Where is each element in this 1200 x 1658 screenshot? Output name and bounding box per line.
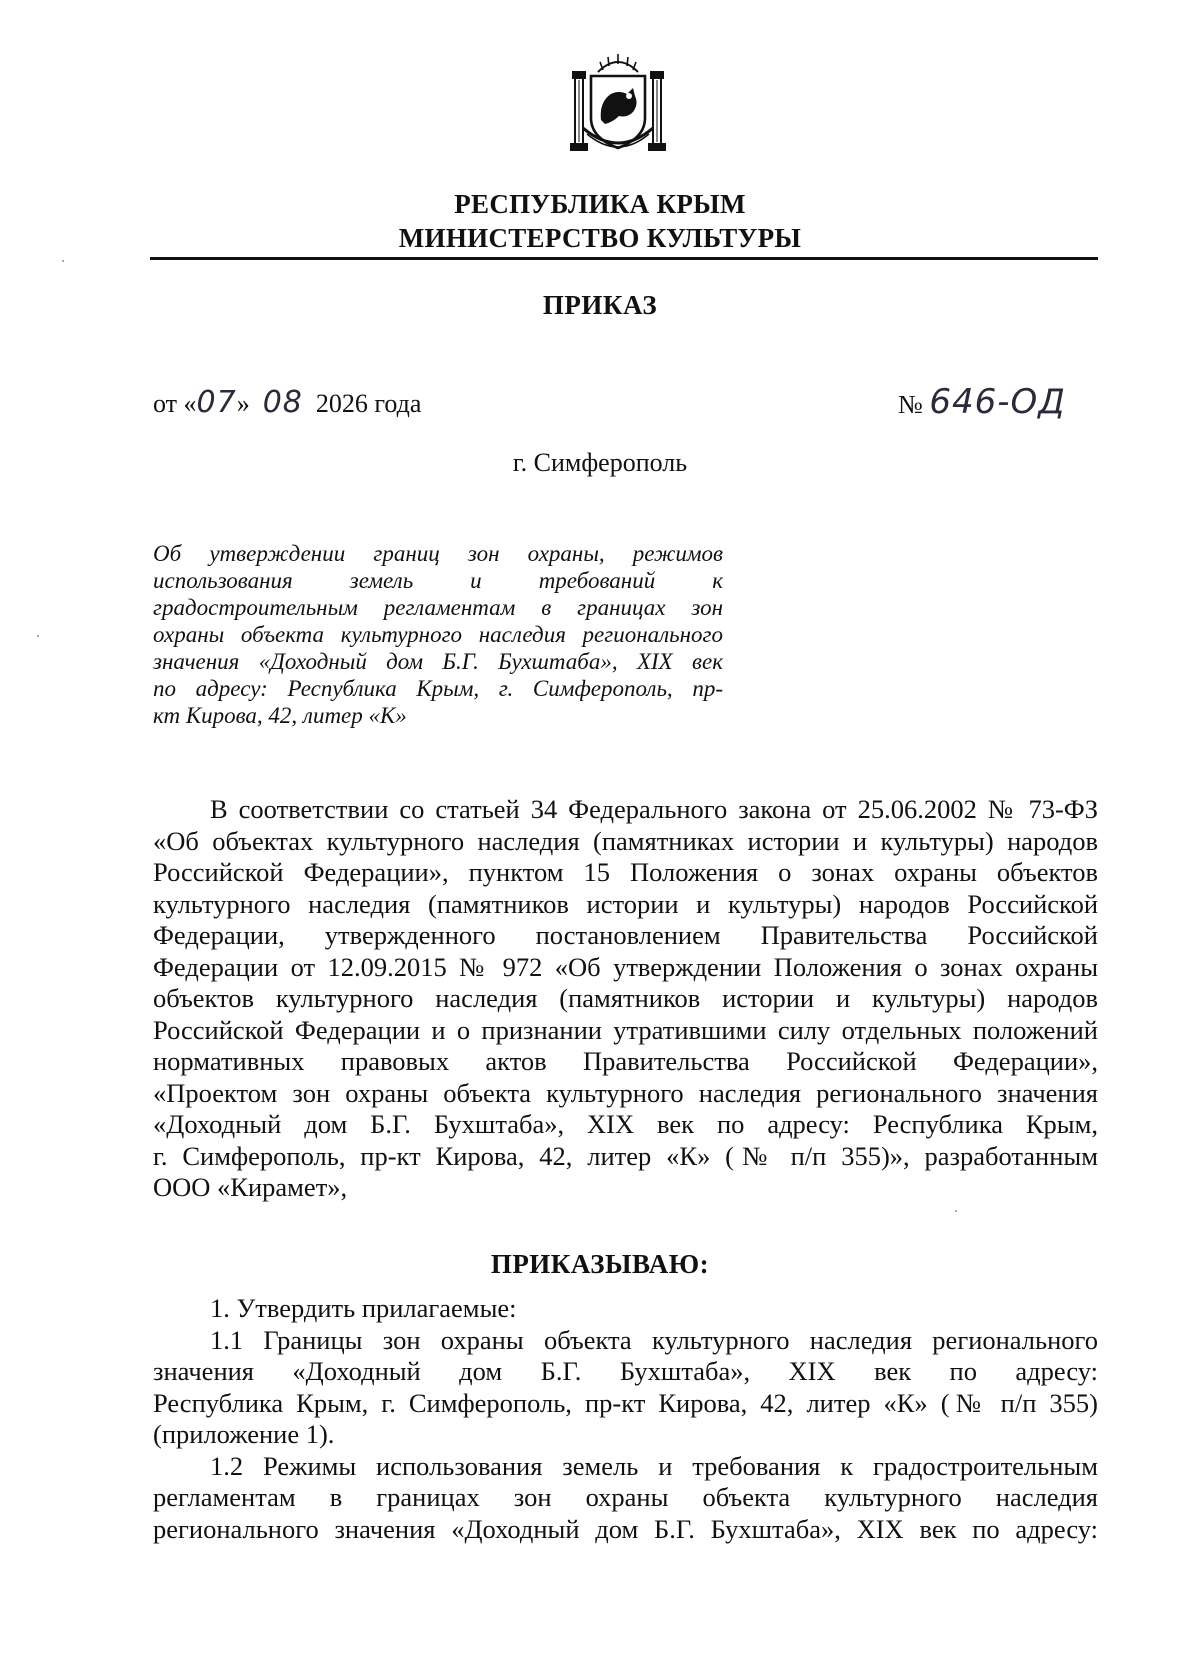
preamble-line: Российской Федерации», пунктом 15 Положения о зонах охраны объектов [153, 857, 1098, 887]
crimea-coat-of-arms-icon [565, 50, 671, 160]
preamble-line: Федерации, утвержденного постановлением Правительства Российской [153, 920, 1098, 950]
subject-line: значения «Доходный дом Б.Г. Бухштаба», XIX век [153, 649, 723, 674]
scan-speck [62, 260, 64, 262]
issue-city: г. Симферополь [512, 448, 688, 477]
preamble-line: «Об объектах культурного наследия (памятниках истории и культуры) народов [153, 825, 1098, 856]
item-line: регионального значения «Доходный дом Б.Г. Бухштаба», XIX век по адресу: [153, 1513, 1098, 1544]
preamble-paragraph [153, 794, 1098, 1204]
preamble-line: Федерации от 12.09.2015 № 972 «Об утверждении Положения о зонах охраны [153, 951, 1098, 982]
item-line: значения «Доходный дом Б.Г. Бухштаба», XIX век по адресу: [153, 1356, 1098, 1386]
order-number [898, 382, 1066, 422]
date-mid: » [236, 389, 250, 418]
subject-line: охраны объекта культурного наследия регионального [153, 622, 723, 647]
item-line: (приложение 1). [153, 1419, 335, 1449]
subject-line: использования земель и требований к [153, 568, 723, 593]
number-prefix: № [898, 390, 923, 419]
item-line: 1.1 Границы зон охраны объекта культурного наследия регионального [210, 1324, 1098, 1355]
item-line: 1.2 Режимы использования земель и требования к градостроительным [210, 1450, 1098, 1481]
scan-speck [955, 1210, 957, 1212]
preamble-line: г. Симферополь, пр-кт Кирова, 42, литер «К» (№ п/п 355)», разработанным [153, 1140, 1098, 1171]
order-items [153, 1293, 1098, 1545]
order-heading: ПРИКАЗЫВАЮ: [490, 1249, 710, 1279]
preamble-line: «Проектом зон охраны объекта культурного наследия регионального значения [153, 1077, 1098, 1108]
preamble-line: нормативных правовых актов Правительства Российской Федерации», [153, 1046, 1098, 1076]
preamble-line: Российской Федерации и о признании утратившими силу отдельных положений [153, 1014, 1098, 1045]
subject-line: кт Кирова, 42, литер «К» [153, 703, 407, 728]
order-subject [153, 540, 723, 729]
preamble-line: культурного наследия (памятников истории и культуры) народов Российской [153, 888, 1098, 919]
document-type: ПРИКАЗ [542, 290, 658, 320]
preamble-line: В соответствии со статьей 34 Федерального закона от 25.06.2002 № 73-ФЗ [210, 794, 1098, 824]
handwritten-number: 646-ОД [929, 382, 1066, 422]
item-line: Республика Крым, г. Симферополь, пр-кт Кирова, 42, литер «К» (№ п/п 355) [153, 1387, 1098, 1418]
handwritten-day: 07 [196, 385, 237, 420]
preamble-line: «Доходный дом Б.Г. Бухштаба», XIX век по адресу: Республика Крым, [153, 1109, 1098, 1139]
ministry-title: МИНИСТЕРСТВО КУЛЬТУРЫ [398, 223, 802, 253]
subject-line: по адресу: Республика Крым, г. Симферополь, пр- [153, 676, 723, 701]
republic-title: РЕСПУБЛИКА КРЫМ [454, 189, 746, 219]
item-line: 1. Утвердить прилагаемые: [210, 1293, 517, 1323]
item-line: регламентам в границах зон охраны объекта культурного наследия [153, 1482, 1098, 1512]
subject-line: Об утверждении границ зон охраны, режимов [153, 541, 723, 566]
handwritten-month: 08 [262, 385, 303, 420]
preamble-line: ООО «Кирамет», [153, 1172, 348, 1202]
date-year: 2026 года [315, 389, 422, 418]
date-prefix: от « [153, 389, 197, 418]
subject-line: градостроительным регламентам в границах зон [153, 595, 723, 620]
header-divider [150, 257, 1098, 260]
preamble-line: объектов культурного наследия (памятников истории и культуры) народов [153, 983, 1098, 1013]
order-date [153, 385, 421, 420]
scan-speck [37, 635, 39, 637]
